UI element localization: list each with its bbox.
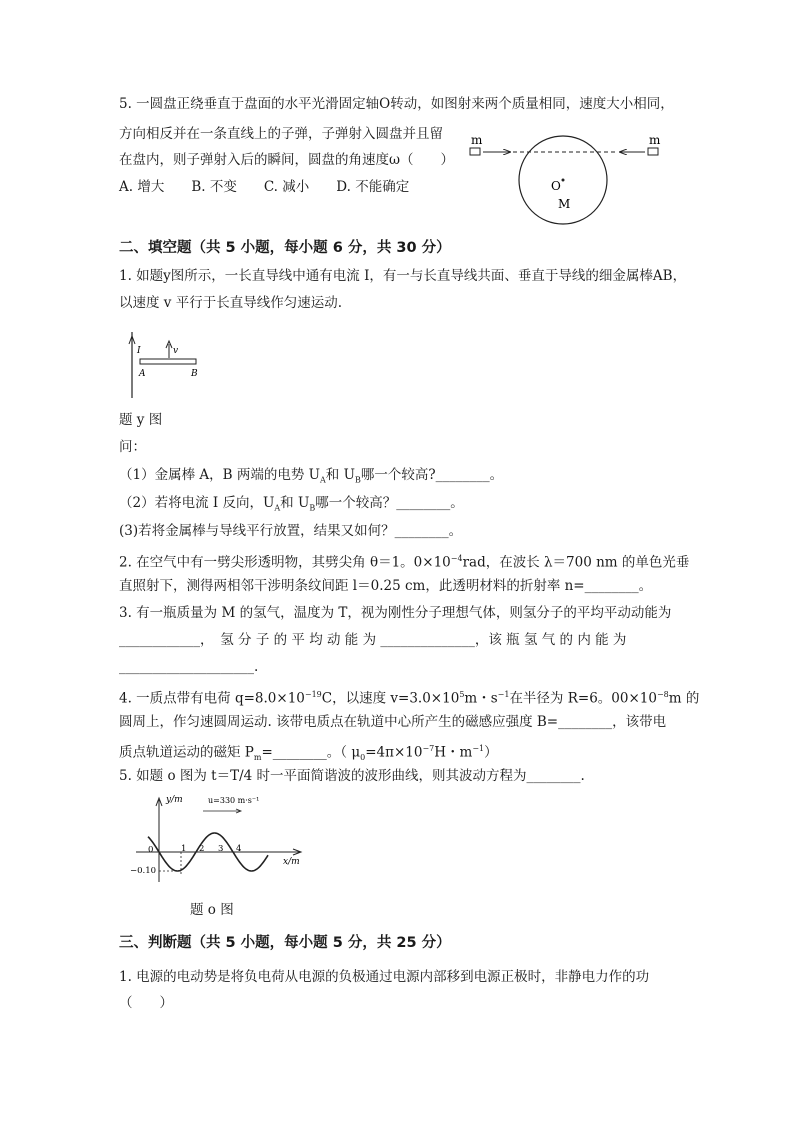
disk-mass-label: M bbox=[558, 197, 571, 211]
s3-q1-line1: 1. 电源的电动势是将负电荷从电源的负极通过电源内部移到电源正极时，非静电力作的功 bbox=[119, 969, 650, 985]
s2-q1-ask: 问： bbox=[119, 439, 146, 455]
section2-heading: 二、填空题（共 5 小题，每小题 6 分，共 30 分） bbox=[119, 240, 451, 256]
s2-q1-line2: 以速度 v 平行于长直导线作匀速运动. bbox=[119, 295, 343, 311]
wire-rod-figure bbox=[125, 328, 205, 403]
s2-q5-line1: 5. 如题 o 图为 t＝T/4 时一平面简谐波的波形曲线，则其波动方程为________. bbox=[119, 768, 585, 784]
tick-2: 2 bbox=[199, 844, 205, 854]
left-bullet bbox=[470, 148, 480, 155]
q5-line3: 在盘内，则子弹射入后的瞬间，圆盘的角速度ω（ ） bbox=[119, 152, 455, 168]
s2-q3-line1: 3. 有一瓶质量为 M 的氢气，温度为 T，视为刚性分子理想气体，则氢分子的平均平动动能为 bbox=[119, 605, 672, 621]
center-dot bbox=[562, 179, 565, 182]
s2-q2-line2: 直照射下，测得两相邻干涉明条纹间距 l＝0.25 cm，此透明材料的折射率 n=________。 bbox=[119, 578, 653, 594]
right-bullet bbox=[648, 148, 658, 155]
end-a-label: A bbox=[139, 369, 146, 379]
origin-label: 0 bbox=[148, 845, 154, 855]
current-label: I bbox=[137, 346, 141, 356]
q5-options: A. 增大 B. 不变 C. 减小 D. 不能确定 bbox=[119, 179, 410, 195]
s3-q1-line2: （ ） bbox=[119, 995, 173, 1011]
s2-q5-caption: 题 o 图 bbox=[190, 902, 234, 918]
s2-q3-line2: ____________， 氢 分 子 的 平 均 动 能 为 ______________，该 瓶 氢 气 的 内 能 为 bbox=[119, 632, 627, 648]
neg-amplitude-label: −0.10 bbox=[130, 866, 157, 876]
s2-q4-line3: 质点轨道运动的磁矩 $P_m=\_\_\_\_\_\_\_\_$。（ $\mu_0=4\pi\times 10^{-7}H$・$m^{-1}$） bbox=[119, 744, 498, 763]
q5-line2: 方向相反并在一条直线上的子弹，子弹射入圆盘并且留 bbox=[119, 126, 443, 142]
right-mass-label: m bbox=[649, 133, 661, 147]
y-axis-label: y/m bbox=[166, 795, 183, 805]
tick-4: 4 bbox=[236, 844, 242, 854]
x-axis-label: x/m bbox=[283, 857, 300, 867]
s2-q3-line3: ____________________. bbox=[119, 659, 259, 675]
velocity-label: v bbox=[173, 346, 179, 356]
s2-q2-line1: 2. 在空气中有一劈尖形透明物，其劈尖角 θ＝1。$0\times 10^{-4}rad$，在波长 λ＝700 nm 的单色光垂 bbox=[119, 554, 690, 571]
disk-bullets-figure bbox=[465, 128, 680, 228]
q5-line1: 5. 一圆盘正绕垂直于盘面的水平光滑固定轴O转动，如图射来两个质量相同，速度大小相同， bbox=[119, 96, 674, 112]
end-b-label: B bbox=[191, 369, 198, 379]
s2-q4-line1: 4. 一质点带有电荷 $q=8.0\times 10^{-19}C$，以速度 $v=3.0\times 10^5m$・$s^{-1}$在半径为 R=6。$00\times 10^{-8}m$ 的 bbox=[119, 690, 700, 707]
s2-q1-line1: 1. 如题y图所示，一长直导线中通有电流 I，有一与长直导线共面、垂直于导线的细金属棒AB， bbox=[119, 268, 687, 284]
metal-rod bbox=[140, 359, 196, 364]
s2-q4-line2: 圆周上，作匀速圆周运动. 该带电质点在轨道中心所产生的磁感应强度 B=________，该带电 bbox=[119, 714, 667, 730]
s2-q1-caption: 题 y 图 bbox=[119, 412, 163, 428]
wave-figure bbox=[128, 792, 310, 887]
speed-label: u=330 m·s⁻¹ bbox=[208, 796, 260, 805]
s2-q1-sub2: （2）若将电流 I 反向，$U_A$和 $U_B$哪一个较高？________。 bbox=[119, 495, 464, 513]
section3-heading: 三、判断题（共 5 小题，每小题 5 分，共 25 分） bbox=[119, 935, 451, 951]
tick-1: 1 bbox=[181, 844, 187, 854]
left-mass-label: m bbox=[471, 133, 483, 147]
center-label: O bbox=[551, 179, 561, 193]
s2-q1-sub3: (3)若将金属棒与导线平行放置，结果又如何？________。 bbox=[119, 523, 463, 539]
s2-q1-sub1: （1）金属棒 A，B 两端的电势 $U_A$和 $U_B$哪一个较高?________。 bbox=[119, 467, 504, 485]
tick-3: 3 bbox=[218, 844, 224, 854]
